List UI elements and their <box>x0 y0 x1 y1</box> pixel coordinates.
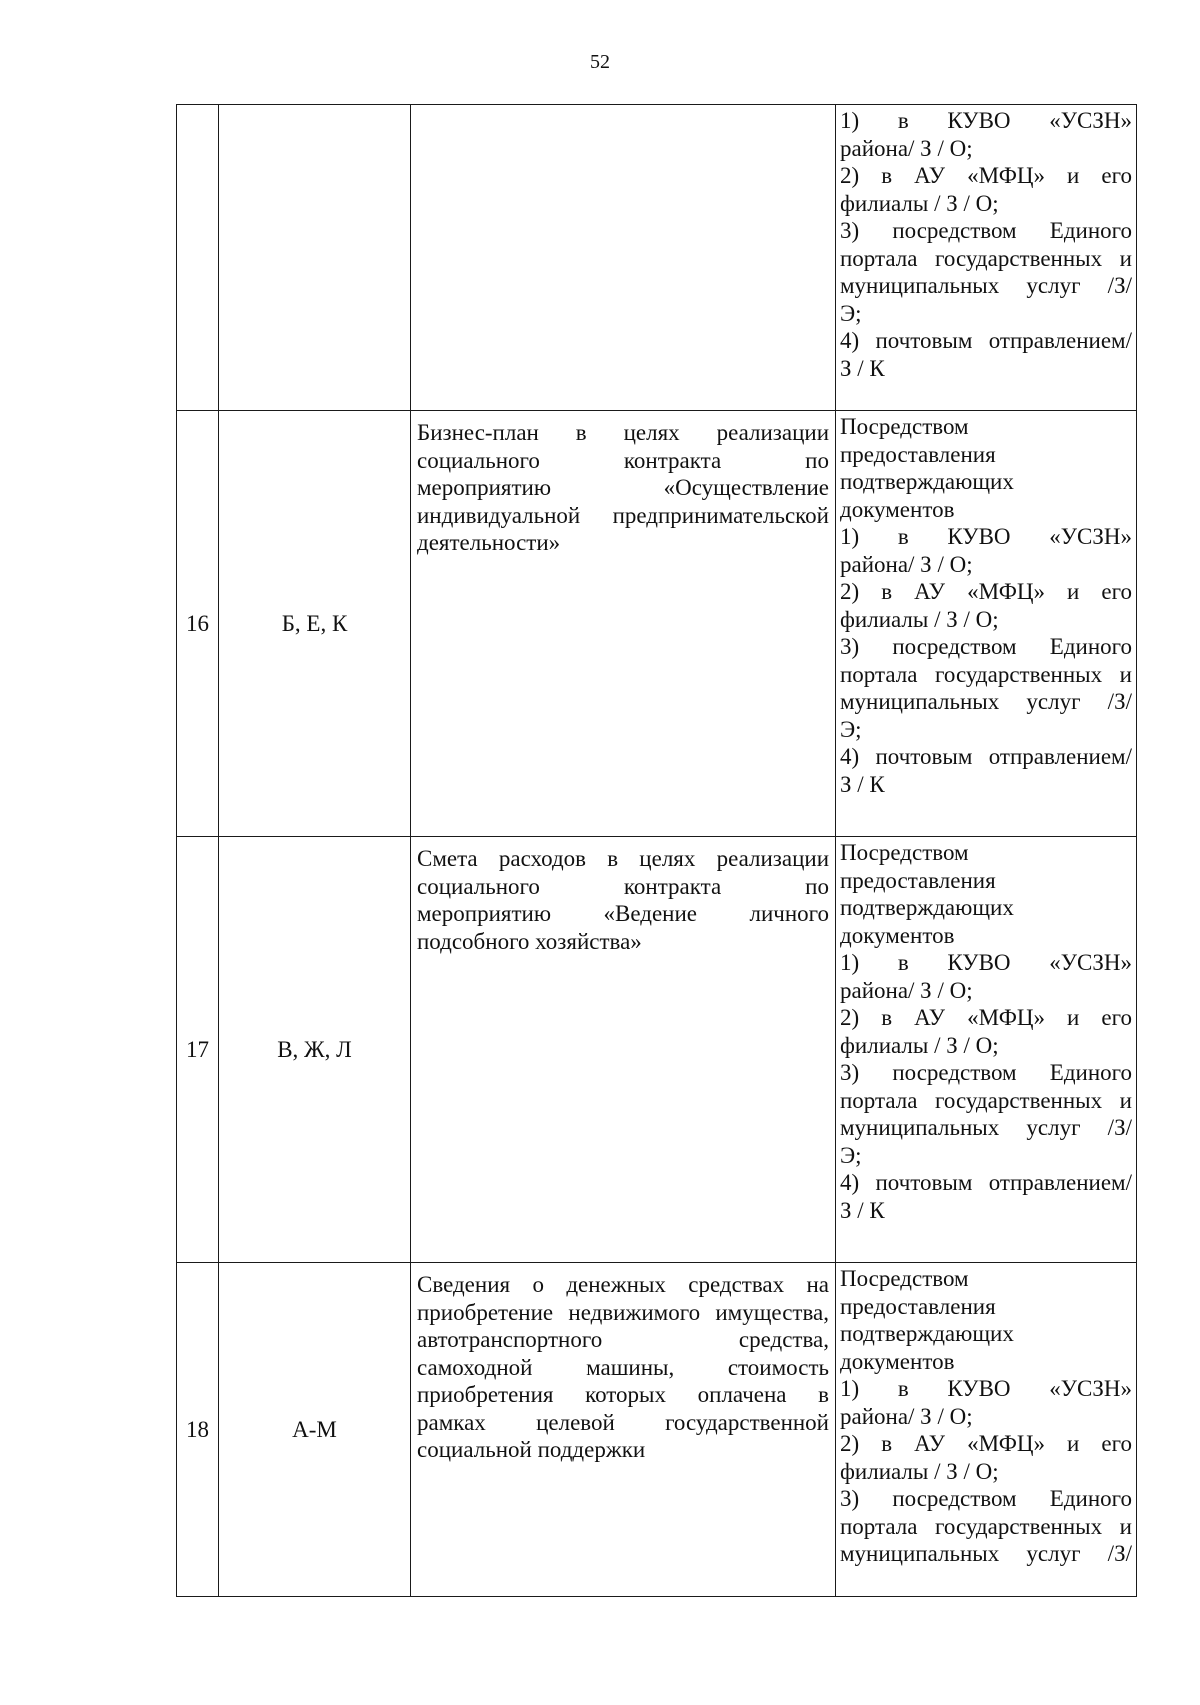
row-number-cell <box>177 411 219 837</box>
method-line: предоставления <box>840 867 996 893</box>
method-line: Посредством <box>840 840 969 865</box>
method-line: района/ З / О; <box>840 551 973 577</box>
row-number: 16 <box>186 610 209 636</box>
description-line: Бизнес-план в целях реализации <box>417 420 829 445</box>
description-line: социального контракта по <box>417 447 829 473</box>
method-line: подтверждающих <box>840 895 1014 920</box>
description-line: автотранспортного средства, <box>417 1327 829 1352</box>
submission-method-cell <box>836 411 1137 837</box>
description-line: рамках целевой государственной <box>417 1409 829 1435</box>
method-line: 2) в АУ «МФЦ» и его <box>840 579 1132 604</box>
method-line: Посредством <box>840 414 969 439</box>
method-line: филиалы / З / О; <box>840 606 999 632</box>
method-line: З / К <box>840 355 885 381</box>
description-line: мероприятию «Осуществление <box>417 475 829 500</box>
method-line: 4) почтовым отправлением/ <box>840 1170 1132 1195</box>
table-row <box>177 837 1137 1263</box>
table-row <box>177 411 1137 837</box>
categories-cell <box>219 837 411 1263</box>
method-line: филиалы / З / О; <box>840 190 999 216</box>
method-line: 3) посредством Единого <box>840 1060 1132 1085</box>
method-line: 4) почтовым отправлением/ <box>840 328 1132 353</box>
method-line: 2) в АУ «МФЦ» и его <box>840 163 1132 188</box>
categories-cell <box>219 411 411 837</box>
method-line: района/ З / О; <box>840 1403 973 1429</box>
method-line: Э; <box>840 1142 862 1168</box>
method-line: документов <box>840 496 955 522</box>
document-description-cell <box>411 1263 836 1597</box>
row-categories: Б, Е, К <box>281 610 348 636</box>
document-description-cell <box>411 105 836 411</box>
method-line: З / К <box>840 1197 885 1223</box>
method-line: портала государственных и <box>840 1513 1132 1539</box>
method-line: муниципальных услуг /З/ <box>840 273 1132 298</box>
method-line: 1) в КУВО «УСЗН» <box>840 524 1132 549</box>
document-description-cell <box>411 837 836 1263</box>
row-categories: А-М <box>292 1416 337 1442</box>
row-categories: В, Ж, Л <box>277 1036 352 1062</box>
method-line: 3) посредством Единого <box>840 634 1132 659</box>
method-line: Э; <box>840 716 862 742</box>
row-number: 18 <box>186 1416 209 1442</box>
row-number-cell <box>177 1263 219 1597</box>
method-line: документов <box>840 922 955 948</box>
description-line: Сведения о денежных средствах на <box>417 1272 829 1297</box>
table-row <box>177 105 1137 411</box>
description-line: деятельности» <box>417 530 561 555</box>
method-line: подтверждающих <box>840 469 1014 494</box>
method-line: муниципальных услуг /З/ <box>840 689 1132 714</box>
description-line: самоходной машины, стоимость <box>417 1354 829 1380</box>
description-line: индивидуальной предпринимательской <box>417 502 829 528</box>
method-line: портала государственных и <box>840 245 1132 271</box>
document-table <box>176 104 1137 1597</box>
description-line: подсобного хозяйства» <box>417 928 642 954</box>
description-line: социальной поддержки <box>417 1437 646 1462</box>
description-line: социального контракта по <box>417 873 829 899</box>
method-line: предоставления <box>840 1293 996 1319</box>
method-line: предоставления <box>840 441 996 467</box>
method-line: 3) посредством Единого <box>840 218 1132 243</box>
description-line: Смета расходов в целях реализации <box>417 846 829 871</box>
method-line: района/ З / О; <box>840 135 973 161</box>
submission-method-cell <box>836 1263 1137 1597</box>
method-line: документов <box>840 1348 955 1374</box>
method-line: портала государственных и <box>840 661 1132 687</box>
method-line: З / К <box>840 771 885 797</box>
description-line: мероприятию «Ведение личного <box>417 901 829 926</box>
method-line: 1) в КУВО «УСЗН» <box>840 950 1132 975</box>
description-line: приобретения которых оплачена в <box>417 1382 829 1407</box>
method-line: портала государственных и <box>840 1087 1132 1113</box>
method-line: подтверждающих <box>840 1321 1014 1346</box>
method-line: 4) почтовым отправлением/ <box>840 744 1132 769</box>
document-description-cell <box>411 411 836 837</box>
method-line: 2) в АУ «МФЦ» и его <box>840 1005 1132 1030</box>
method-line: 3) посредством Единого <box>840 1486 1132 1511</box>
method-line: муниципальных услуг /З/ <box>840 1115 1132 1140</box>
submission-method-cell <box>836 837 1137 1263</box>
method-line: 1) в КУВО «УСЗН» <box>840 108 1132 133</box>
method-line: филиалы / З / О; <box>840 1032 999 1058</box>
method-line: 2) в АУ «МФЦ» и его <box>840 1431 1132 1456</box>
method-line: филиалы / З / О; <box>840 1458 999 1484</box>
categories-cell <box>219 1263 411 1597</box>
row-number-cell <box>177 837 219 1263</box>
method-line: Посредством <box>840 1266 969 1291</box>
submission-method-cell <box>836 105 1137 411</box>
method-line: муниципальных услуг /З/ <box>840 1541 1132 1566</box>
description-line: приобретение недвижимого имущества, <box>417 1299 829 1325</box>
method-line: района/ З / О; <box>840 977 973 1003</box>
method-line: 1) в КУВО «УСЗН» <box>840 1376 1132 1401</box>
method-line: Э; <box>840 300 862 326</box>
row-number: 17 <box>186 1036 209 1062</box>
table-row <box>177 1263 1137 1597</box>
page-number: 52 <box>590 51 610 73</box>
categories-cell <box>219 105 411 411</box>
row-number-cell <box>177 105 219 411</box>
